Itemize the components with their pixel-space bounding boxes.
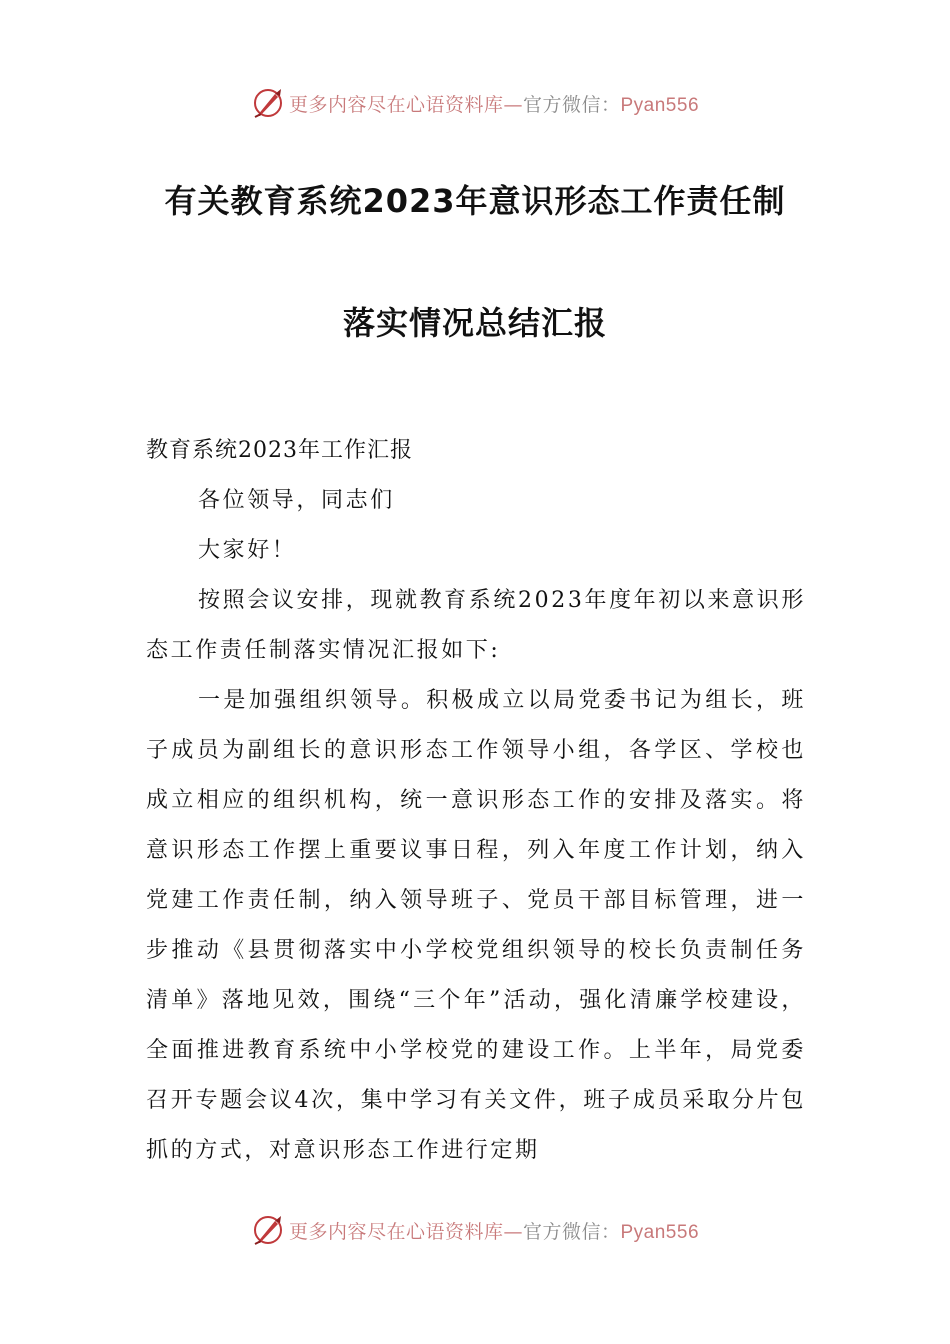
document-title-line-1: 有关教育系统2023年意识形态工作责任制 xyxy=(164,182,786,220)
greeting: 大家好！ xyxy=(198,538,297,563)
document-title-line-2: 落实情况总结汇报 xyxy=(342,304,607,342)
watermark-dash: — xyxy=(503,1220,523,1243)
footer-watermark xyxy=(0,1210,950,1250)
watermark-text xyxy=(289,1217,699,1244)
watermark-wechat-id: Pyan556 xyxy=(620,94,700,116)
report-heading: 教育系统2023年工作汇报 xyxy=(146,438,413,463)
quill-logo-icon xyxy=(251,86,285,120)
paragraph-intro: 按照会议安排，现就教育系统2023年度年初以来意识形态工作责任制落实情况汇报如下: xyxy=(146,588,806,663)
watermark-text xyxy=(289,90,699,117)
watermark-site: 更多内容尽在心语资料库 xyxy=(288,93,504,116)
watermark-wechat-label: 官方微信： xyxy=(522,1220,621,1243)
watermark-dash: — xyxy=(503,93,523,116)
quill-logo-icon xyxy=(251,1213,285,1247)
watermark-site: 更多内容尽在心语资料库 xyxy=(288,1220,504,1243)
watermark-wechat-label: 官方微信： xyxy=(522,93,621,116)
salutation: 各位领导，同志们 xyxy=(198,488,395,513)
watermark-wechat-id: Pyan556 xyxy=(620,1221,700,1243)
header-watermark xyxy=(0,83,950,123)
paragraph-organization: 一是加强组织领导。积极成立以局党委书记为组长，班子成员为副组长的意识形态工作领导小组，各学区、学校也成立相应的组织机构，统一意识形态工作的安排及落实。将意识形态工作摆上重要议事日程，列入年度工作计划，纳入党建工作责任制，纳入领导班子、党员干部目标管理，进一步推动《县贯彻落实中小学校党组织领导的校长负责制任务清单》落地见效，围绕“三个年”活动，强化清廉学校建设，全面推进教育系统中小学校党的建设工作。上半年，局党委召开专题会议4次，集中学习有关文件，班子成员采取分片包抓的方式，对意识形态工作进行定期 xyxy=(146,688,806,1163)
document-body xyxy=(146,426,806,1176)
